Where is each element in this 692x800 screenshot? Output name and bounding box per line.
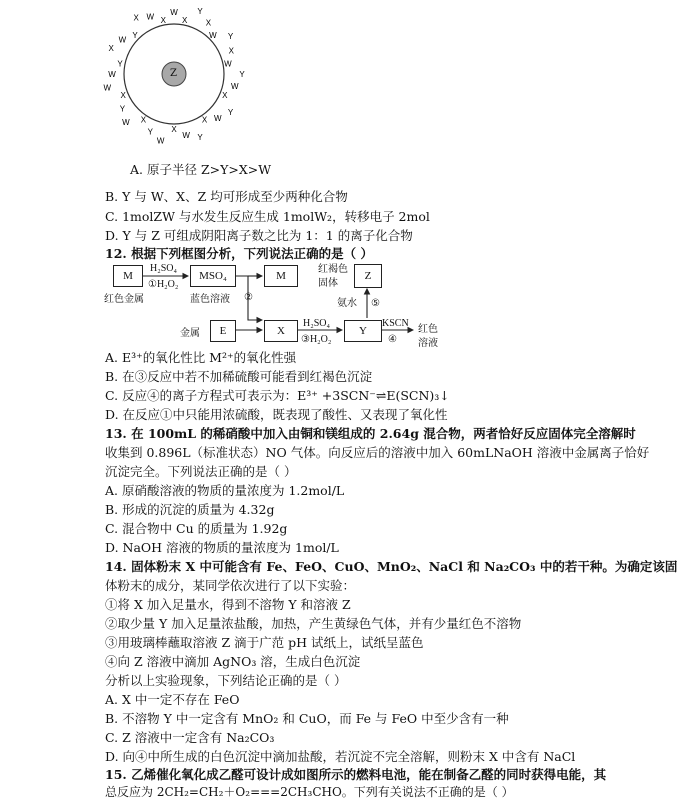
ring-atom-label: Y — [147, 127, 153, 137]
q14-option-c: C. Z 溶液中一定含有 Na₂CO₃ — [105, 730, 275, 745]
center-atom-label: Z — [170, 68, 177, 79]
ring-atom-label: X — [182, 16, 188, 26]
ring-atom-label: Y — [227, 32, 234, 42]
ring-atom-label: Y — [132, 31, 138, 41]
label-arrow1-bottom: ①H₂O₂ — [148, 279, 179, 290]
ring-atom-label: X — [205, 18, 212, 28]
box-m: M — [113, 265, 143, 287]
box-y: Y — [344, 320, 382, 342]
label-arrow3-bottom: ③H₂O₂ — [301, 334, 332, 345]
ring-atom-label: X — [222, 91, 228, 100]
label-kscn: KSCN — [382, 318, 409, 329]
ring-atom-label: W — [231, 82, 239, 92]
q12-option-c: C. 反应④的离子方程式可表示为：E³⁺ +3SCN⁻⇌E(SCN)₃↓ — [105, 388, 450, 403]
ring-atom-label: X — [160, 16, 166, 26]
q13-stem-3: 沉淀完全。下列说法正确的是（ ） — [105, 464, 297, 479]
ring-atom-label: Y — [197, 132, 203, 142]
ring-atom-label: Y — [119, 104, 126, 114]
q13-option-d: D. NaOH 溶液的物质的量浓度为 1mol/L — [105, 540, 339, 555]
ring-atom-label: W — [182, 130, 190, 140]
ring-atom-label: W — [224, 59, 232, 69]
label-red-brown-2: 固体 — [318, 278, 338, 289]
ring-atom-label: W — [170, 8, 178, 17]
q14-option-a: A. X 中一定不存在 FeO — [105, 692, 240, 707]
ring-atom-label: X — [108, 44, 114, 53]
label-step5: ⑤ — [371, 298, 380, 309]
box-e: E — [210, 320, 236, 342]
q13-stem-2: 收集到 0.896L（标准状态）NO 气体。向反应后的溶液中加入 60mLNaOH 溶液中金属离子恰好 — [105, 445, 650, 460]
q12-option-a: A. E³⁺的氧化性比 M²⁺的氧化性强 — [105, 350, 297, 365]
ring-atom-label: W — [108, 70, 116, 79]
label-blue-solution: 蓝色溶液 — [190, 294, 230, 305]
q14-stem-2: 体粉末的成分，某同学依次进行了以下实验： — [105, 578, 356, 593]
label-step2: ② — [244, 292, 253, 303]
ring-atom-label: X — [140, 115, 147, 125]
ring-atom-label: X — [133, 13, 139, 23]
label-red-solution-2: 溶液 — [418, 338, 438, 349]
q12-stem: 12. 根据下列框图分析，下列说法正确的是（ ） — [105, 246, 373, 261]
q12-option-d: D. 在反应①中只能用浓硫酸，既表现了酸性、又表现了氧化性 — [105, 407, 448, 422]
ring-atom-label: X — [201, 115, 208, 125]
q13-option-b: B. 形成的沉淀的质量为 4.32g — [105, 502, 275, 517]
q14-step-4: ④向 Z 溶液中滴加 AgNO₃ 溶，生成白色沉淀 — [105, 654, 361, 669]
box-x: X — [264, 320, 298, 342]
q15-stem-1: 15. 乙烯催化氧化成乙醛可设计成如图所示的燃料电池，能在制备乙醛的同时获得电能，其 — [105, 767, 607, 782]
q11-option-a: A. 原子半径 Z>Y>X>W — [130, 162, 272, 177]
box-m-2: M — [264, 265, 298, 287]
q12-option-b: B. 在③反应中若不加稀硫酸可能看到红褐色沉淀 — [105, 369, 373, 384]
ring-atom-label: W — [214, 113, 222, 123]
q14-step-1: ①将 X 加入足量水，得到不溶物 Y 和溶液 Z — [105, 597, 351, 612]
ring-atom-label: W — [156, 136, 165, 146]
ring-atom-label: W — [103, 83, 112, 93]
q14-option-b: B. 不溶物 Y 中一定含有 MnO₂ 和 CuO，而 Fe 与 FeO 中至少含有一种 — [105, 711, 509, 726]
q13-stem-1: 13. 在 100mL 的稀硝酸中加入由铜和镁组成的 2.64g 混合物，两者恰好反应固体完全溶解时 — [105, 426, 636, 441]
ring-atom-label: X — [171, 125, 177, 134]
q14-prompt: 分析以上实验现象，下列结论正确的是（ ） — [105, 673, 347, 688]
label-arrow1-top: H₂SO₄ — [150, 263, 177, 274]
ring-atom-label: W — [118, 35, 127, 45]
q13-option-c: C. 混合物中 Cu 的质量为 1.92g — [105, 521, 288, 536]
q15-stem-2: 总反应为 2CH₂=CH₂＋O₂===2CH₃CHO。下列有关说法不正确的是（ ） — [105, 785, 514, 799]
ring-atom-label: Y — [239, 70, 245, 79]
box-mso4: MSO₄ — [190, 265, 236, 287]
q14-step-2: ②取少量 Y 加入足量浓盐酸，加热，产生黄绿色气体，并有少量红色不溶物 — [105, 616, 522, 631]
ring-atom-label: Y — [227, 107, 234, 117]
label-red-solution-1: 红色 — [418, 324, 438, 335]
ring-atom-label: X — [120, 91, 126, 100]
q14-option-d: D. 向④中所生成的白色沉淀中滴加盐酸，若沉淀不完全溶解，则粉末 X 中含有 NaCl — [105, 749, 576, 764]
ring-atom-label: W — [146, 12, 155, 22]
q13-option-a: A. 原硝酸溶液的物质的量浓度为 1.2mol/L — [105, 483, 345, 498]
q14-step-3: ③用玻璃棒蘸取溶液 Z 滴于广范 pH 试纸上，试纸呈蓝色 — [105, 635, 424, 650]
q11-option-c: C. 1molZW 与水发生反应生成 1molW₂，转移电子 2mol — [105, 209, 430, 224]
label-step4: ④ — [388, 334, 397, 345]
ring-atom-label: W — [122, 118, 130, 128]
label-ammonia: 氨水 — [337, 298, 357, 309]
q11-option-b: B. Y 与 W、X、Z 均可形成至少两种化合物 — [105, 189, 348, 204]
box-z: Z — [354, 264, 382, 288]
q11-option-d: D. Y 与 Z 可组成阴阳离子数之比为 1：1 的离子化合物 — [105, 228, 413, 243]
ring-atom-label: Y — [197, 7, 203, 17]
label-red-metal: 红色金属 — [104, 294, 144, 305]
ring-atom-label: X — [228, 46, 234, 56]
label-arrow3-top: H₂SO₄ — [303, 318, 330, 329]
ring-atom-label: Y — [117, 59, 123, 69]
ring-atom-label: W — [209, 31, 217, 41]
q14-stem-1: 14. 固体粉末 X 中可能含有 Fe、FeO、CuO、MnO₂、NaCl 和 Na₂CO₃ 中的若干种。为确定该固 — [105, 559, 678, 574]
label-metal: 金属 — [180, 328, 200, 339]
label-red-brown-1: 红褐色 — [318, 264, 348, 275]
